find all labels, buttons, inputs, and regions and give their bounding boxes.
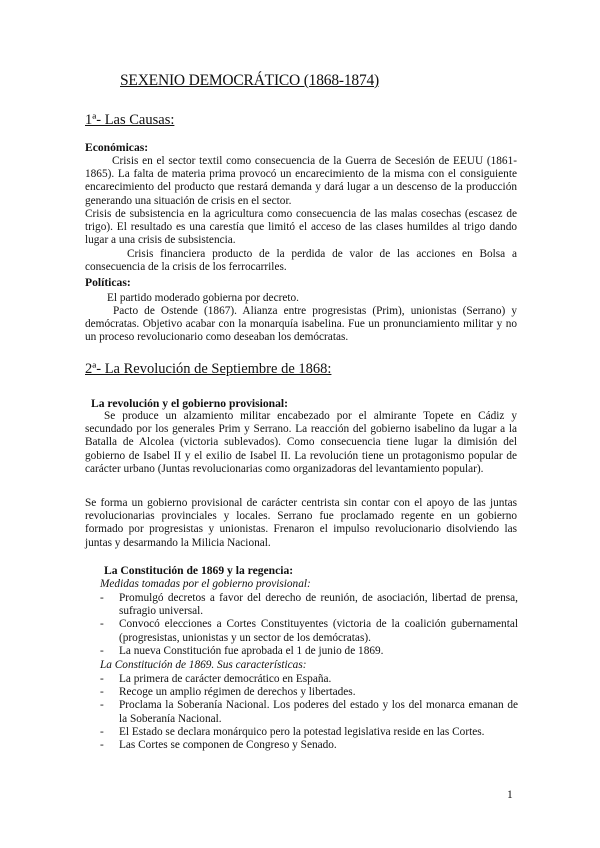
list-item-text: La nueva Constitución fue aprobada el 1 de junio de 1869. xyxy=(119,644,384,657)
list-item xyxy=(100,618,518,644)
label-constitucion-regencia: La Constitución de 1869 y la regencia: xyxy=(104,564,294,577)
label-politicas: Políticas: xyxy=(85,276,131,289)
list-item-text: Proclama la Soberanía Nacional. Los poderes del estado y los del monarca emanan de la Soberanía Nacional. xyxy=(119,699,518,725)
document-title: SEXENIO DEMOCRÁTICO (1868-1874) xyxy=(120,72,380,89)
paragraph-alzamiento: Se produce un alzamiento militar encabezado por el almirante Topete en Cádiz y secundado por los generales Prim y Serrano. La reacción del gobierno isabelino da lugar a la Batalla de Alcolea (victoria sublevados). Como consecuencia tiene lugar la dimisión del gobierno de Isabel II y el exilio de Isabel II. La revolución tiene un protagonismo popular de carácter urbano (Juntas revolucionarias como organizadoras del levantamiento popular). xyxy=(85,410,517,475)
paragraph-crisis-financiera: Crisis financiera producto de la perdida de valor de las acciones en Bolsa a consecuencia de la crisis de los ferrocarriles. xyxy=(85,248,517,274)
list-dash: - xyxy=(100,725,104,738)
list-item xyxy=(100,726,518,739)
list-item xyxy=(100,699,518,725)
list-dash: - xyxy=(100,673,104,685)
paragraph-partido-moderado: El partido moderado gobierna por decreto. xyxy=(107,292,299,304)
list-dash: - xyxy=(100,592,104,604)
paragraph-gobierno-provisional: Se forma un gobierno provisional de carácter centrista sin contar con el apoyo de las juntas revolucionarias provinciales y locales. Serrano fue proclamado regente en un gobierno formado por progresistas y unionistas. Frenaron el impulso revolucionario disolviendo las juntas y desarmando la Milicia Nacional. xyxy=(85,497,517,549)
page-number: 1 xyxy=(507,789,513,801)
list-item xyxy=(100,739,518,752)
list-item-text: La primera de carácter democrático en España. xyxy=(119,673,332,685)
list-item-text: Convocó elecciones a Cortes Constituyentes (victoria de la coalición gubernamental (progresistas, unionistas y un sector de los demócratas). xyxy=(119,618,518,644)
list-medidas xyxy=(100,592,518,658)
label-caracteristicas: La Constitución de 1869. Sus características: xyxy=(100,659,307,671)
list-caracteristicas xyxy=(100,673,518,752)
list-dash: - xyxy=(100,699,104,712)
list-item-text: El Estado se declara monárquico pero la potestad legislativa reside en las Cortes. xyxy=(119,725,485,738)
label-medidas: Medidas tomadas por el gobierno provisional: xyxy=(100,578,311,590)
list-item xyxy=(100,673,518,686)
list-dash: - xyxy=(100,618,104,631)
list-dash: - xyxy=(100,644,104,657)
label-economicas: Económicas: xyxy=(85,141,149,154)
paragraph-pacto-ostende: Pacto de Ostende (1867). Alianza entre progresistas (Prim), unionistas (Serrano) y demócratas. Objetivo acabar con la monarquía isabelina. Fue un pronunciamiento militar y no un proceso revolucionario como deseaban los demócratas. xyxy=(85,305,517,344)
list-dash: - xyxy=(100,739,104,752)
label-revolucion-gobierno: La revolución y el gobierno provisional: xyxy=(91,397,288,410)
list-item-text: Promulgó decretos a favor del derecho de reunión, de asociación, libertad de prensa, sufragio universal. xyxy=(119,592,518,618)
paragraph-crisis-subsistencia: Crisis de subsistencia en la agricultura como consecuencia de las malas cosechas (escasez de trigo). El resultado es una carestía que limitó el acceso de las clases humildes al trigo dando lugar a una crisis de subsistencia. xyxy=(85,208,517,247)
section-heading-causas: 1ª- Las Causas: xyxy=(85,112,175,128)
list-item xyxy=(100,645,518,658)
section-heading-revolucion: 2ª- La Revolución de Septiembre de 1868: xyxy=(85,361,332,377)
paragraph-crisis-textil: Crisis en el sector textil como consecuencia de la Guerra de Secesión de EEUU (1861-1865). La falta de materia prima provocó un encarecimiento de la misma con el consiguiente encarecimiento del producto que restará demanda y dará lugar a un descenso de la producción generando una situación de crisis en el sector. xyxy=(85,155,517,207)
list-item-text: Recoge un amplio régimen de derechos y libertades. xyxy=(119,686,356,699)
list-item xyxy=(100,592,518,618)
list-dash: - xyxy=(100,686,104,699)
list-item-text: Las Cortes se componen de Congreso y Senado. xyxy=(119,739,337,752)
list-item xyxy=(100,686,518,699)
